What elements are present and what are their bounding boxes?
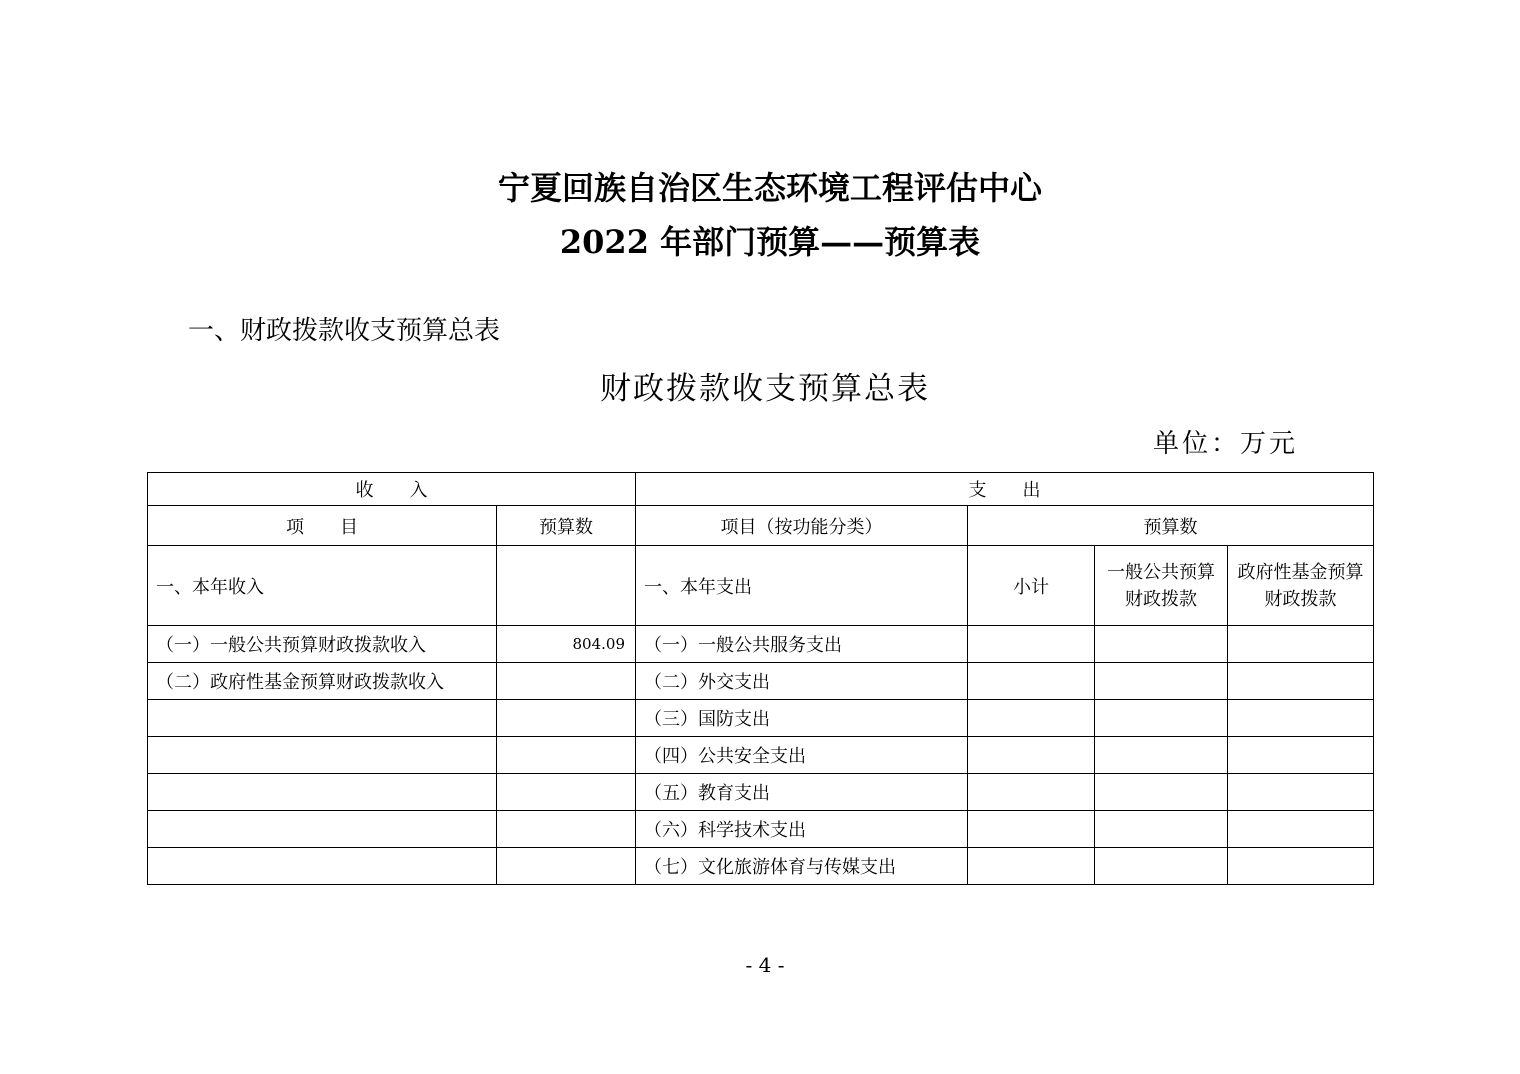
table-column-header-row	[148, 506, 1374, 546]
expense-general-cell	[1095, 848, 1228, 885]
expense-fund-cell	[1228, 663, 1374, 700]
table-row	[148, 774, 1374, 811]
subheader-subtotal: 小计	[968, 546, 1095, 626]
expense-subtotal-cell	[968, 700, 1095, 737]
page-number: - 4 -	[745, 953, 785, 977]
income-item-cell	[148, 848, 497, 885]
table-header-row	[148, 473, 1374, 506]
expense-fund-cell	[1228, 811, 1374, 848]
table-row	[148, 700, 1374, 737]
expense-general-cell	[1095, 737, 1228, 774]
income-item-cell	[148, 737, 497, 774]
table-title: 财政拨款收支预算总表	[600, 371, 930, 407]
expense-general-cell	[1095, 663, 1228, 700]
income-total-budget	[497, 546, 636, 626]
income-budget-cell	[497, 811, 636, 848]
expense-header: 支 出	[636, 473, 1374, 506]
subheader-general-budget: 一般公共预算财政拨款	[1095, 546, 1228, 626]
income-header: 收 入	[148, 473, 636, 506]
table-total-row	[148, 546, 1374, 626]
expense-item-cell: （五）教育支出	[636, 774, 968, 811]
expense-item-cell: （一）一般公共服务支出	[636, 626, 968, 663]
unit-label: 单位：万元	[1152, 429, 1298, 459]
expense-item-cell: （二）外交支出	[636, 663, 968, 700]
section-heading: 一、财政拨款收支预算总表	[188, 316, 501, 346]
expense-item-cell: （七）文化旅游体育与传媒支出	[636, 848, 968, 885]
expense-item-cell: （四）公共安全支出	[636, 737, 968, 774]
income-item-cell: （一）一般公共预算财政拨款收入	[148, 626, 497, 663]
expense-fund-cell	[1228, 848, 1374, 885]
table-row	[148, 626, 1374, 663]
income-total-label: 一、本年收入	[148, 546, 497, 626]
table-row	[148, 663, 1374, 700]
expense-general-cell	[1095, 774, 1228, 811]
income-budget-cell	[497, 700, 636, 737]
table-row	[148, 848, 1374, 885]
expense-subtotal-cell	[968, 663, 1095, 700]
expense-subtotal-cell	[968, 774, 1095, 811]
expense-total-label: 一、本年支出	[636, 546, 968, 626]
income-budget-cell	[497, 848, 636, 885]
expense-fund-cell	[1228, 774, 1374, 811]
income-budget-cell: 804.09	[497, 626, 636, 663]
expense-subtotal-cell	[968, 811, 1095, 848]
column-header-function-item: 项目（按功能分类）	[636, 506, 968, 546]
expense-fund-cell	[1228, 737, 1374, 774]
table-body	[148, 626, 1374, 885]
table-row	[148, 811, 1374, 848]
expense-item-cell: （六）科学技术支出	[636, 811, 968, 848]
expense-subtotal-cell	[968, 848, 1095, 885]
expense-subtotal-cell	[968, 737, 1095, 774]
expense-general-cell	[1095, 811, 1228, 848]
expense-item-cell: （三）国防支出	[636, 700, 968, 737]
column-header-expense-budget: 预算数	[968, 506, 1374, 546]
expense-general-cell	[1095, 626, 1228, 663]
income-item-cell	[148, 811, 497, 848]
column-header-budget: 预算数	[497, 506, 636, 546]
income-budget-cell	[497, 737, 636, 774]
income-budget-cell	[497, 774, 636, 811]
expense-fund-cell	[1228, 700, 1374, 737]
income-item-cell: （二）政府性基金预算财政拨款收入	[148, 663, 497, 700]
income-item-cell	[148, 774, 497, 811]
income-item-cell	[148, 700, 497, 737]
expense-general-cell	[1095, 700, 1228, 737]
income-budget-cell	[497, 663, 636, 700]
column-header-item: 项 目	[148, 506, 497, 546]
budget-table	[147, 472, 1374, 885]
expense-fund-cell	[1228, 626, 1374, 663]
expense-subtotal-cell	[968, 626, 1095, 663]
document-title: 宁夏回族自治区生态环境工程评估中心	[497, 169, 1042, 207]
document-subtitle: 2022 年部门预算——预算表	[559, 223, 981, 261]
table-row	[148, 737, 1374, 774]
subheader-fund-budget: 政府性基金预算财政拨款	[1228, 546, 1374, 626]
